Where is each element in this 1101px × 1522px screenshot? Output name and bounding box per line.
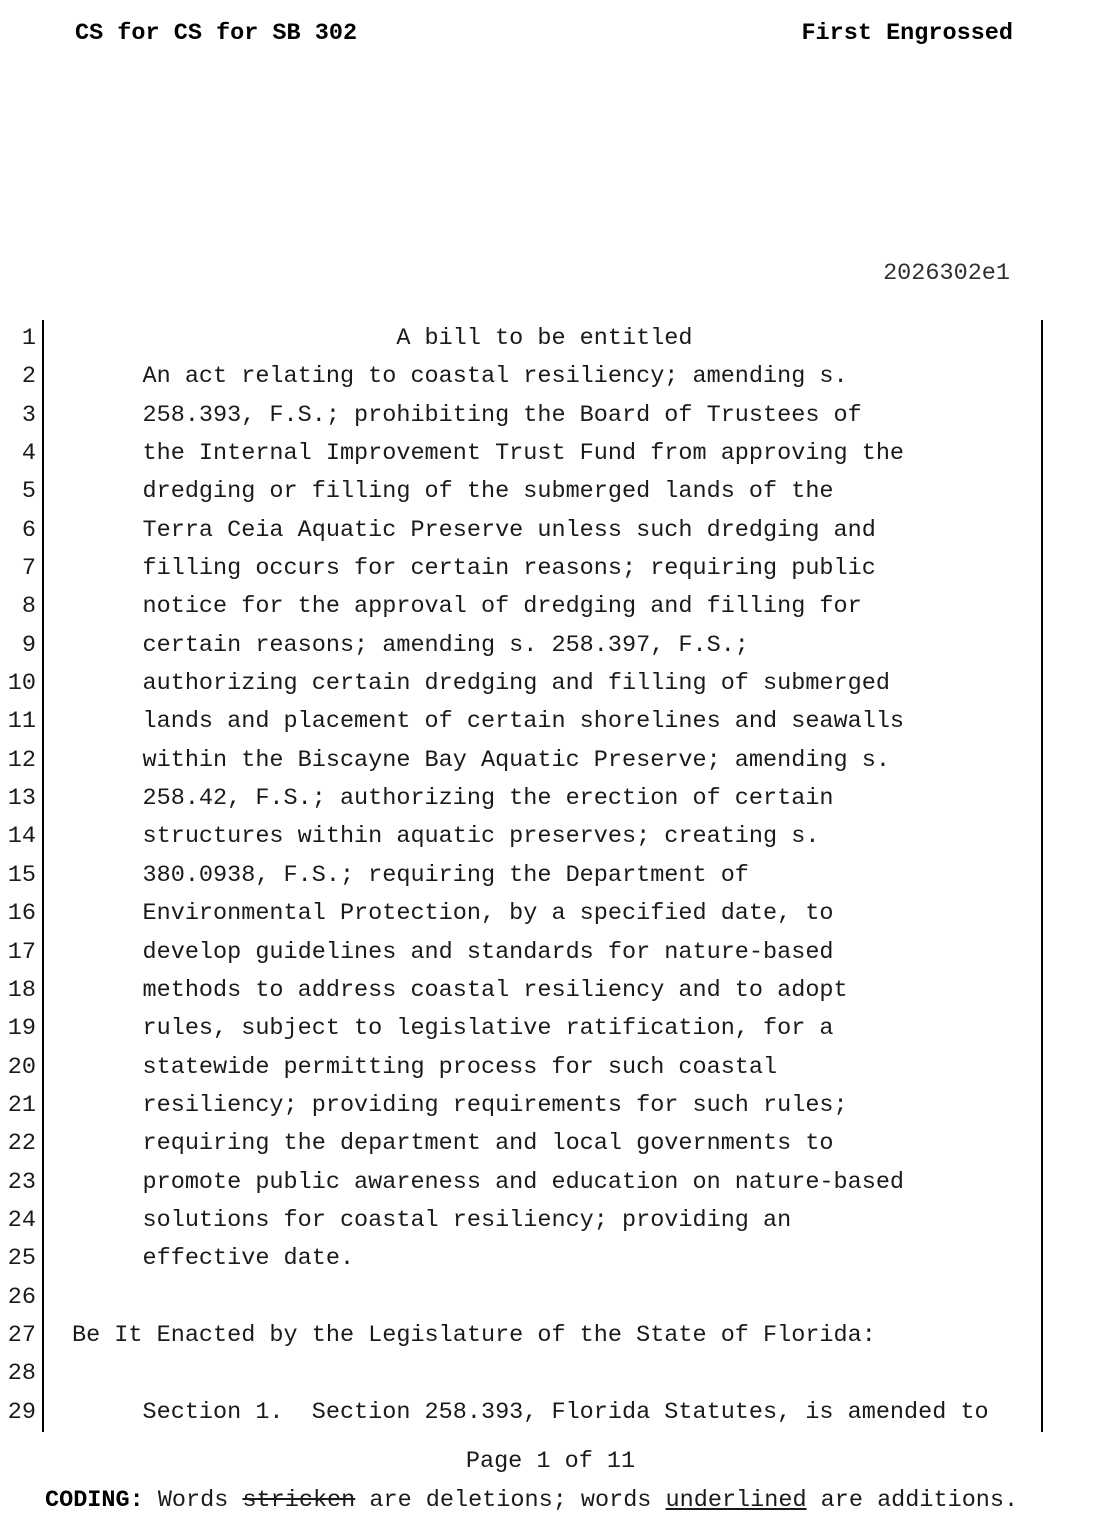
coding-text-2: are deletions; words: [355, 1487, 666, 1514]
line-number: 3: [21, 401, 36, 429]
line-text: 258.393, F.S.; prohibiting the Board of Trustees of: [72, 401, 862, 429]
line-row: [21, 320, 1041, 358]
line-number: 24: [7, 1206, 36, 1234]
line-row: [7, 1394, 1041, 1432]
line-row: [7, 1317, 1041, 1355]
line-row: [7, 703, 1041, 741]
line-row: [7, 742, 1041, 780]
coding-stricken-word: stricken: [242, 1487, 356, 1514]
line-text: Section 1. Section 258.393, Florida Statutes, is amended to: [72, 1398, 989, 1426]
line-number: 16: [7, 900, 36, 928]
line-row: [7, 1125, 1041, 1163]
line-text: A bill to be entitled: [72, 325, 693, 352]
coding-legend: [45, 1487, 1018, 1514]
line-text: the Internal Improvement Trust Fund from approving the: [72, 440, 905, 468]
line-number: 29: [7, 1398, 36, 1426]
line-number: 19: [7, 1015, 36, 1043]
line-number: 6: [21, 516, 36, 544]
line-number: 26: [7, 1283, 36, 1311]
line-row: [21, 627, 1041, 665]
line-number: 13: [7, 785, 36, 813]
line-text: filling occurs for certain reasons; requiring public: [72, 555, 876, 583]
line-row: [7, 780, 1041, 818]
line-row: [21, 550, 1041, 588]
line-row: [21, 512, 1041, 550]
line-text: effective date.: [72, 1245, 355, 1273]
line-text: notice for the approval of dredging and filling for: [72, 593, 862, 621]
line-row: [7, 895, 1041, 933]
line-number: 27: [7, 1321, 36, 1349]
line-row: [7, 1164, 1041, 1202]
line-number: 7: [21, 555, 36, 583]
line-row: [21, 473, 1041, 511]
line-text: develop guidelines and standards for nature-based: [72, 938, 834, 966]
coding-label: CODING:: [45, 1487, 144, 1514]
line-row: [7, 818, 1041, 856]
line-row: [7, 857, 1041, 895]
line-row: [21, 435, 1041, 473]
line-text: Environmental Protection, by a specified date, to: [72, 900, 834, 928]
line-number: 15: [7, 861, 36, 889]
line-text: within the Biscayne Bay Aquatic Preserve; amending s.: [72, 746, 890, 774]
line-row: [7, 934, 1041, 972]
coding-text-1: Words: [143, 1487, 243, 1514]
line-text: 258.42, F.S.; authorizing the erection of certain: [72, 785, 834, 813]
line-text: methods to address coastal resiliency and to adopt: [72, 976, 848, 1004]
line-row: [7, 1010, 1041, 1048]
line-text: dredging or filling of the submerged lands of the: [72, 478, 834, 506]
line-row: [7, 1279, 1041, 1317]
line-row: [7, 1355, 1041, 1393]
line-number: 11: [7, 708, 36, 736]
line-text: resiliency; providing requirements for such rules;: [72, 1091, 848, 1119]
line-row: [21, 588, 1041, 626]
line-text: lands and placement of certain shorelines and seawalls: [72, 708, 905, 736]
line-number: 23: [7, 1168, 36, 1196]
header-bill-number: CS for CS for SB 302: [75, 20, 358, 47]
line-row: [7, 1240, 1041, 1278]
line-text: Terra Ceia Aquatic Preserve unless such dredging and: [72, 516, 876, 544]
line-text: authorizing certain dredging and filling of submerged: [72, 670, 890, 698]
line-text: 380.0938, F.S.; requiring the Department of: [72, 861, 749, 889]
line-number: 8: [21, 593, 36, 621]
line-row: [7, 665, 1041, 703]
page-number-label: Page 1 of 11: [465, 1448, 636, 1475]
line-number: 9: [21, 631, 36, 659]
line-number: 25: [7, 1245, 36, 1273]
line-number: 10: [7, 670, 36, 698]
line-row: [7, 1202, 1041, 1240]
line-number: 14: [7, 823, 36, 851]
line-text: rules, subject to legislative ratification, for a: [72, 1015, 834, 1043]
line-number: 22: [7, 1130, 36, 1158]
bill-text-block: [7, 320, 1043, 1432]
line-row: [21, 397, 1041, 435]
line-row: [21, 358, 1041, 396]
line-number: 20: [7, 1053, 36, 1081]
line-number: 21: [7, 1091, 36, 1119]
coding-text-3: are additions.: [806, 1487, 1019, 1514]
line-number: 18: [7, 976, 36, 1004]
line-text: An act relating to coastal resiliency; amending s.: [72, 363, 848, 391]
line-row: [7, 1087, 1041, 1125]
line-text: Be It Enacted by the Legislature of the State of Florida:: [72, 1321, 876, 1349]
line-row: [7, 1049, 1041, 1087]
line-number: 4: [21, 440, 36, 468]
line-number: 5: [21, 478, 36, 506]
coding-underlined-word: underlined: [665, 1487, 807, 1514]
line-number: 12: [7, 746, 36, 774]
line-text: statewide permitting process for such coastal: [72, 1053, 778, 1081]
line-number: 1: [21, 325, 36, 352]
line-text: structures within aquatic preserves; creating s.: [72, 823, 820, 851]
line-number: 28: [7, 1360, 36, 1388]
line-row: [7, 972, 1041, 1010]
line-text: solutions for coastal resiliency; providing an: [72, 1206, 792, 1234]
line-text: requiring the department and local governments to: [72, 1130, 834, 1158]
header-engrossed-status: First Engrossed: [801, 20, 1013, 47]
line-text: certain reasons; amending s. 258.397, F.S.;: [72, 631, 749, 659]
line-number: 2: [21, 363, 36, 391]
line-number: 17: [7, 938, 36, 966]
line-text: promote public awareness and education on nature-based: [72, 1168, 905, 1196]
document-id: 2026302e1: [883, 260, 1010, 287]
